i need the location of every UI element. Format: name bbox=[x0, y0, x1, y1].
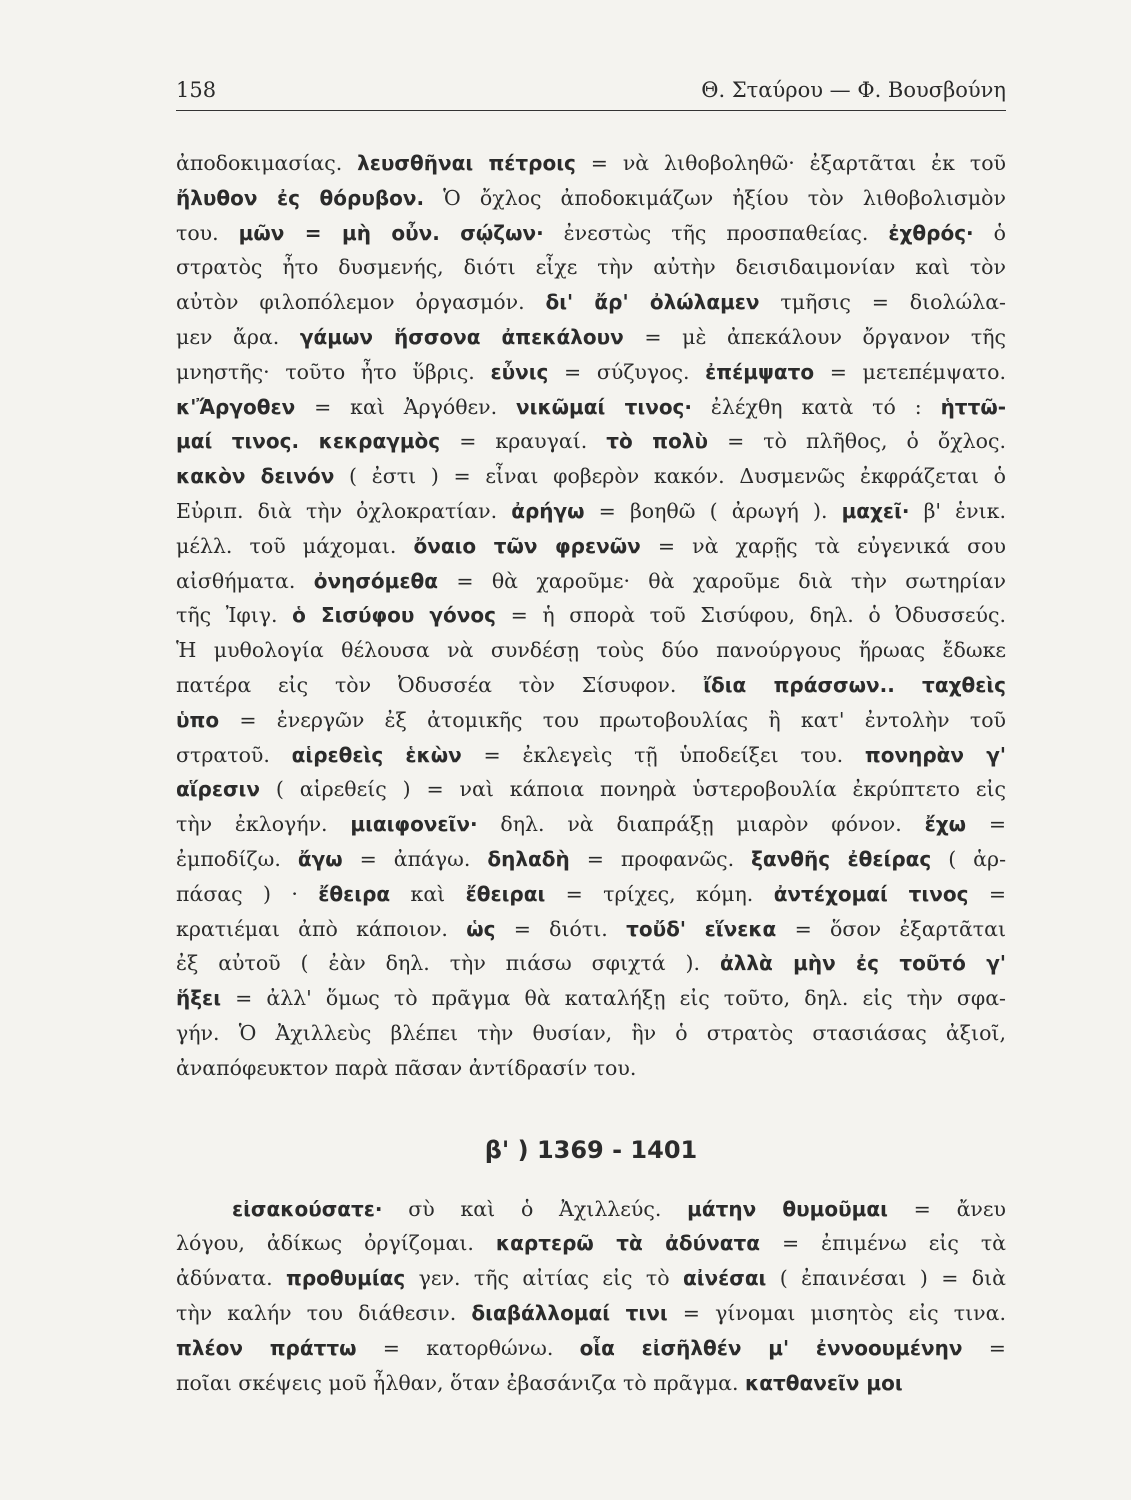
text-line bbox=[176, 1366, 1006, 1401]
lemma: μῶν = μὴ οὖν. σῴζων· bbox=[238, 220, 544, 245]
text-line bbox=[176, 981, 1006, 1016]
gloss-text: = θὰ χαροῦμε· θὰ χαροῦμε διὰ τὴν σωτηρίαν bbox=[437, 568, 1006, 593]
lemma: ὄναιο τῶν φρενῶν bbox=[413, 533, 641, 558]
page-number: 158 bbox=[176, 78, 217, 102]
lemma: μιαιφονεῖν· bbox=[350, 812, 478, 837]
gloss-text: γήν. Ὁ Ἀχιλλεὺς βλέπει τὴν θυσίαν, ἣν ὁ στρατὸς στασιάσας ἀξιοῖ, bbox=[176, 1020, 1006, 1045]
gloss-text: ἐξ αὐτοῦ ( ἐὰν δηλ. τὴν πιάσω σφιχτά ). bbox=[176, 951, 720, 976]
text-line bbox=[176, 320, 1006, 355]
lemma: διαβάλλομαί τινι bbox=[471, 1300, 668, 1325]
lemma: μάτην θυμοῦμαι bbox=[687, 1196, 888, 1221]
commentary-paragraph-1 bbox=[176, 146, 1006, 1086]
text-line bbox=[176, 285, 1006, 320]
text-line bbox=[176, 738, 1006, 773]
lemma: μαχεῖ· bbox=[841, 498, 910, 523]
lemma: δι' ἄρ' ὀλώλαμεν bbox=[545, 290, 760, 315]
gloss-text: καὶ bbox=[390, 881, 466, 906]
text-line bbox=[176, 459, 1006, 494]
gloss-text: τὴν καλήν του διάθεσιν. bbox=[176, 1300, 472, 1325]
lemma: αἱρεθεὶς ἑκὼν bbox=[291, 742, 462, 767]
lemma: ἴδια πράσσων.. ταχθεὶς bbox=[703, 672, 1006, 697]
gloss-text: = μὲ ἀπεκάλουν ὄργανον τῆς bbox=[623, 324, 1006, 349]
gloss-text: σὺ καὶ ὁ Ἀχιλλεύς. bbox=[382, 1196, 688, 1221]
page-header bbox=[176, 74, 1006, 111]
text-line bbox=[176, 181, 1006, 216]
gloss-text: = βοηθῶ ( ἀρωγή ). bbox=[584, 498, 842, 523]
lemma: ὀνησόμεθα bbox=[313, 568, 438, 593]
gloss-text: αἰσθήματα. bbox=[176, 568, 314, 593]
gloss-text: = ἐνεργῶν ἐξ ἀτομικῆς του πρωτοβουλίας ἢ κατ' ἐντολὴν τοῦ bbox=[219, 707, 1006, 732]
gloss-text: Ἡ μυθολογία θέλουσα νὰ συνδέσῃ τοὺς δύο πανούργους ἥρωας ἔδωκε bbox=[176, 638, 1006, 663]
commentary-paragraph-2 bbox=[176, 1192, 1006, 1401]
lemma: κατθανεῖν μοι bbox=[745, 1370, 903, 1395]
text-line bbox=[176, 355, 1006, 390]
text-line bbox=[176, 946, 1006, 981]
lemma: ἡττῶ- bbox=[940, 394, 1006, 419]
text-line bbox=[176, 1331, 1006, 1366]
gloss-text: ( ἁρ- bbox=[931, 846, 1006, 871]
lemma: νικῶμαί τινος· bbox=[516, 394, 693, 419]
lemma: τοὔδ' εἵνεκα bbox=[626, 916, 777, 941]
lemma: κ'Ἄργοθεν bbox=[176, 394, 296, 419]
lemma: εὖνις bbox=[490, 359, 549, 384]
text-line bbox=[176, 494, 1006, 529]
lemma: πλέον πράττω bbox=[176, 1335, 357, 1360]
gloss-text: ἐνεστὼς τῆς προσπαθείας. bbox=[543, 220, 889, 245]
gloss-text: στρατὸς ἦτο δυσμενής, διότι εἶχε τὴν αὐτὴν δεισιδαιμονίαν καὶ τὸν bbox=[176, 255, 1006, 280]
text-line bbox=[176, 807, 1006, 842]
gloss-text: ( ἐπαινέσαι ) = διὰ bbox=[766, 1266, 1006, 1291]
gloss-text: = διότι. bbox=[495, 916, 627, 941]
lemma: δηλαδὴ bbox=[487, 846, 570, 871]
lemma: οἷα εἰσῆλθέν μ' ἐννοουμένην bbox=[579, 1335, 963, 1360]
text-line bbox=[176, 1192, 1006, 1227]
text-line bbox=[176, 1261, 1006, 1296]
gloss-text: = προφανῶς. bbox=[569, 846, 752, 871]
lemma: ὡς bbox=[466, 916, 496, 941]
gloss-text: = κατορθώνω. bbox=[356, 1335, 580, 1360]
lemma: αἰνέσαι bbox=[682, 1266, 767, 1291]
lemma: ξανθῆς ἐθείρας bbox=[751, 846, 932, 871]
lemma: γάμων ἥσσονα ἀπεκάλουν bbox=[299, 324, 624, 349]
lemma: ἔχω bbox=[924, 812, 967, 837]
gloss-text: λόγου, ἀδίκως ὀργίζομαι. bbox=[176, 1231, 496, 1256]
gloss-text: τὴν ἐκλογήν. bbox=[176, 812, 351, 837]
text-line bbox=[176, 216, 1006, 251]
lemma: εἰσακούσατε· bbox=[232, 1196, 383, 1221]
gloss-text: Εὐριπ. διὰ τὴν ὀχλοκρατίαν. bbox=[176, 498, 512, 523]
gloss-text: τμῆσις = διολώλα- bbox=[759, 290, 1006, 315]
gloss-text: = μετεπέμψατο. bbox=[814, 359, 1006, 384]
gloss-text: πατέρα εἰς τὸν Ὀδυσσέα τὸν Σίσυφον. bbox=[176, 672, 704, 697]
lemma: ἥξει bbox=[176, 986, 221, 1011]
lemma: προθυμίας bbox=[286, 1266, 406, 1291]
gloss-text: = καὶ Ἀργόθεν. bbox=[295, 394, 517, 419]
text-line bbox=[176, 390, 1006, 425]
gloss-text: ἐμποδίζω. bbox=[176, 846, 298, 871]
lemma: τὸ πολὺ bbox=[606, 429, 709, 454]
gloss-text: ποῖαι σκέψεις μοῦ ἦλθαν, ὅταν ἐβασάνιζα τὸ πρᾶγμα. bbox=[176, 1370, 746, 1395]
lemma: ἐπέμψατο bbox=[705, 359, 815, 384]
text-line bbox=[176, 877, 1006, 912]
lemma: αἵρεσιν bbox=[176, 777, 260, 802]
text-line bbox=[176, 1296, 1006, 1331]
lemma: πονηρὰν γ' bbox=[864, 742, 1006, 767]
gloss-text: = bbox=[966, 812, 1006, 837]
section-heading: β' ) 1369 - 1401 bbox=[484, 1135, 698, 1164]
text-line bbox=[176, 1226, 1006, 1261]
gloss-text: ἐλέχθη κατὰ τό : bbox=[692, 394, 941, 419]
text-line bbox=[176, 529, 1006, 564]
commentary-body bbox=[176, 146, 1006, 1400]
text-line bbox=[176, 703, 1006, 738]
gloss-text: ( αἱρεθείς ) = ναὶ κάποια πονηρὰ ὑστεροβουλία ἐκρύπτετο εἰς bbox=[259, 777, 1006, 802]
lemma: μαί τινος. κεκραγμὸς bbox=[176, 429, 441, 454]
lemma: ἤλυθον ἐς θόρυβον. bbox=[176, 185, 425, 210]
lemma: καρτερῶ τὰ ἀδύνατα bbox=[495, 1231, 760, 1256]
lemma: ἀντέχομαί τινος bbox=[773, 881, 969, 906]
gloss-text: στρατοῦ. bbox=[176, 742, 292, 767]
gloss-text: τῆς Ἰφιγ. bbox=[176, 603, 293, 628]
gloss-text: ( ἐστι ) = εἶναι φοβερὸν κακόν. Δυσμενῶς ἐκφράζεται ὁ bbox=[334, 464, 1006, 489]
text-line bbox=[176, 424, 1006, 459]
gloss-text: = ἐπιμένω εἰς τὰ bbox=[759, 1231, 1006, 1256]
gloss-text: αὐτὸν φιλοπόλεμον ὀργασμόν. bbox=[176, 290, 546, 315]
gloss-text: = ἀπάγω. bbox=[342, 846, 488, 871]
gloss-text: κρατιέμαι ἀπὸ κάποιον. bbox=[176, 916, 467, 941]
gloss-text: = ἡ σπορὰ τοῦ Σισύφου, δηλ. ὁ Ὀδυσσεύς. bbox=[496, 603, 1006, 628]
text-line bbox=[176, 250, 1006, 285]
gloss-text: = τὸ πλῆθος, ὁ ὄχλος. bbox=[708, 429, 1006, 454]
gloss-text: πάσας ) · bbox=[176, 881, 319, 906]
text-line bbox=[176, 598, 1006, 633]
gloss-text: γεν. τῆς αἰτίας εἰς τὸ bbox=[405, 1266, 683, 1291]
lemma: ἔθειρα bbox=[318, 881, 391, 906]
lemma: ἔθειραι bbox=[465, 881, 546, 906]
lemma: ἄγω bbox=[297, 846, 343, 871]
gloss-text: = bbox=[968, 881, 1006, 906]
gloss-text: ἀποδοκιμασίας. bbox=[176, 151, 358, 175]
lemma: κακὸν δεινόν bbox=[176, 464, 335, 489]
gloss-text: = bbox=[962, 1335, 1006, 1360]
text-line bbox=[176, 564, 1006, 599]
gloss-text: του. bbox=[176, 220, 239, 245]
gloss-text: μέλλ. τοῦ μάχομαι. bbox=[176, 533, 414, 558]
gloss-text: ἀδύνατα. bbox=[176, 1266, 287, 1291]
gloss-text: ἀναπόφευκτον παρὰ πᾶσαν ἀντίδρασίν του. bbox=[176, 1055, 637, 1080]
lemma: ὁ Σισύφου γόνος bbox=[292, 603, 497, 628]
gloss-text: = ἄνευ bbox=[887, 1196, 1006, 1221]
lemma: λευσθῆναι πέτροις bbox=[357, 151, 576, 175]
text-line bbox=[176, 842, 1006, 877]
gloss-text: = τρίχες, κόμη. bbox=[545, 881, 774, 906]
gloss-text: μεν ἄρα. bbox=[176, 324, 300, 349]
gloss-text: = νὰ χαρῇς τὰ εὐγενικά σου bbox=[640, 533, 1006, 558]
gloss-text: = νὰ λιθοβοληθῶ· ἐξαρτᾶται ἐκ τοῦ bbox=[575, 151, 1006, 175]
gloss-text: = ἀλλ' ὅμως τὸ πρᾶγμα θὰ καταλήξῃ εἰς τοῦτο, δηλ. εἰς τὴν σφα- bbox=[220, 986, 1006, 1011]
gloss-text: = ἐκλεγεὶς τῇ ὑποδείξει του. bbox=[461, 742, 865, 767]
text-line bbox=[176, 912, 1006, 947]
gloss-text: δηλ. νὰ διαπράξῃ μιαρὸν φόνον. bbox=[477, 812, 925, 837]
lemma: ἀρήγω bbox=[511, 498, 585, 523]
gloss-text: = γίνομαι μισητὸς εἰς τινα. bbox=[667, 1300, 1006, 1325]
gloss-text: β' ἑνικ. bbox=[909, 498, 1006, 523]
text-line bbox=[176, 146, 1006, 181]
gloss-text: μνηστῆς· τοῦτο ἦτο ὕβρις. bbox=[176, 359, 491, 384]
gloss-text: = ὅσον ἐξαρτᾶται bbox=[776, 916, 1006, 941]
text-line bbox=[176, 772, 1006, 807]
gloss-text: = κραυγαί. bbox=[440, 429, 607, 454]
running-head-authors: Θ. Σταύρου — Φ. Βουσβούνη bbox=[701, 78, 1006, 102]
lemma: ὑπο bbox=[176, 707, 220, 732]
lemma: ἐχθρός· bbox=[888, 220, 974, 245]
text-line bbox=[176, 1051, 1006, 1086]
gloss-text: Ὁ ὄχλος ἀποδοκιμάζων ἠξίου τὸν λιθοβολισμὸν bbox=[424, 185, 1006, 210]
text-line bbox=[176, 668, 1006, 703]
lemma: ἀλλὰ μὴν ἐς τοῦτό γ' bbox=[719, 951, 1006, 976]
text-line bbox=[176, 1016, 1006, 1051]
gloss-text: ὁ bbox=[973, 220, 1006, 245]
gloss-text: = σύζυγος. bbox=[548, 359, 706, 384]
text-line bbox=[176, 633, 1006, 668]
